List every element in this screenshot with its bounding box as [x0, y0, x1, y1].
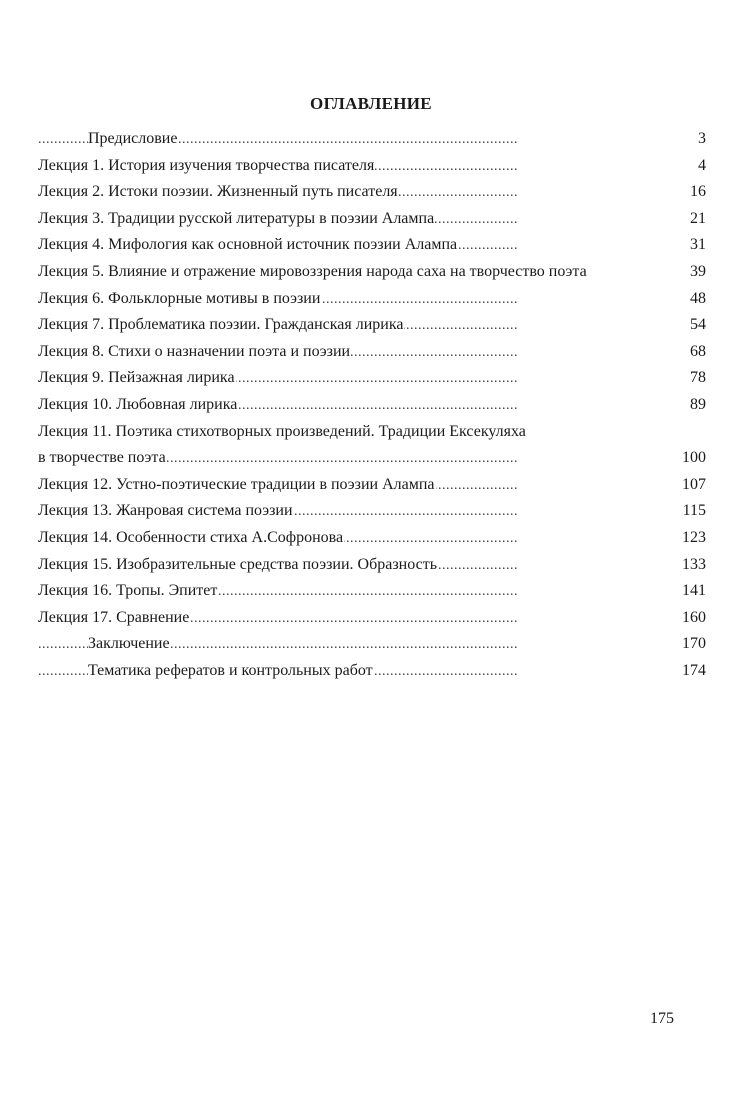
toc-entry-lecture-11	[0, 419, 742, 472]
toc-entry-label: Лекция 4. Мифология как основной источник поэзии Алампа	[38, 232, 458, 259]
toc-entry-lecture-16	[0, 578, 742, 605]
toc-entry-page: 170	[666, 631, 706, 658]
toc-entry-label: Лекция 12. Устно-поэтические традиции в поэзии Алампа	[38, 472, 436, 499]
page-title: ОГЛАВЛЕНИЕ	[310, 94, 432, 113]
table-of-contents	[0, 126, 742, 684]
toc-entry-topics	[0, 658, 742, 685]
toc-entry-page: 100	[666, 445, 706, 472]
toc-entry-label-continued: в творчестве поэта	[38, 445, 167, 472]
toc-entry-label: Предисловие	[88, 126, 178, 153]
toc-entry-page: 160	[666, 605, 706, 632]
page-number: 175	[650, 1010, 674, 1027]
toc-entry-label: Лекция 1. История изучения творчества писателя	[38, 153, 375, 180]
toc-entry-page: 21	[666, 206, 706, 233]
toc-entry-page: 133	[666, 552, 706, 579]
toc-entry-conclusion	[0, 631, 742, 658]
toc-entry-page: 123	[666, 525, 706, 552]
toc-entry-label: Лекция 8. Стихи о назначении поэта и поэзии	[38, 339, 351, 366]
toc-entry-label: Лекция 10. Любовная лирика	[38, 392, 238, 419]
toc-entry-label: Лекция 3. Традиции русской литературы в поэзии Алампа	[38, 206, 435, 233]
toc-entry-page: 68	[666, 339, 706, 366]
toc-entry-page: 54	[666, 312, 706, 339]
toc-entry-page: 16	[666, 179, 706, 206]
toc-entry-label: Лекция 9. Пейзажная лирика	[38, 365, 236, 392]
toc-entry-label: Лекция 14. Особенности стиха А.Софронова	[38, 525, 344, 552]
toc-entry-page: 78	[666, 365, 706, 392]
toc-entry-page: 48	[666, 286, 706, 313]
toc-entry-label: Лекция 5. Влияние и отражение мировоззрения народа саха на творчество поэта	[38, 259, 588, 286]
toc-entry-page: 115	[666, 498, 706, 525]
toc-entry-label: Лекция 6. Фольклорные мотивы в поэзии	[38, 286, 321, 313]
toc-entry-label: Лекция 16. Тропы. Эпитет	[38, 578, 218, 605]
toc-entry-preface	[0, 126, 742, 153]
toc-entry-lecture-6	[0, 286, 742, 313]
toc-entry-label: Заключение	[88, 631, 171, 658]
toc-entry-page: 31	[666, 232, 706, 259]
toc-entry-lecture-2	[0, 179, 742, 206]
toc-entry-lecture-14	[0, 525, 742, 552]
toc-entry-label: Тематика рефератов и контрольных работ	[88, 658, 374, 685]
toc-entry-lecture-13	[0, 498, 742, 525]
toc-entry-lecture-8	[0, 339, 742, 366]
toc-entry-label: Лекция 17. Сравнение	[38, 605, 190, 632]
toc-entry-lecture-9	[0, 365, 742, 392]
toc-entry-lecture-17	[0, 605, 742, 632]
toc-entry-label: Лекция 7. Проблематика поэзии. Гражданская лирика	[38, 312, 404, 339]
toc-entry-page: 174	[666, 658, 706, 685]
toc-entry-label: Лекция 11. Поэтика стихотворных произведений. Традиции Ексекуляха	[38, 422, 526, 440]
toc-entry-lecture-7	[0, 312, 742, 339]
toc-entry-page: 4	[666, 153, 706, 180]
toc-entry-label: Лекция 2. Истоки поэзии. Жизненный путь писателя	[38, 179, 399, 206]
toc-entry-lecture-1	[0, 153, 742, 180]
toc-entry-lecture-4	[0, 232, 742, 259]
toc-entry-lecture-5	[0, 259, 742, 286]
toc-entry-lecture-15	[0, 552, 742, 579]
toc-entry-label: Лекция 15. Изобразительные средства поэзии. Образность	[38, 552, 438, 579]
toc-entry-page: 3	[666, 126, 706, 153]
toc-entry-lecture-3	[0, 206, 742, 233]
toc-entry-lecture-12	[0, 472, 742, 499]
toc-entry-continuation	[0, 445, 742, 472]
toc-entry-page: 89	[666, 392, 706, 419]
toc-entry-page: 141	[666, 578, 706, 605]
toc-entry-lecture-10	[0, 392, 742, 419]
toc-entry-page: 107	[666, 472, 706, 499]
toc-entry-page: 39	[666, 259, 706, 286]
toc-entry-label: Лекция 13. Жанровая система поэзии	[38, 498, 294, 525]
